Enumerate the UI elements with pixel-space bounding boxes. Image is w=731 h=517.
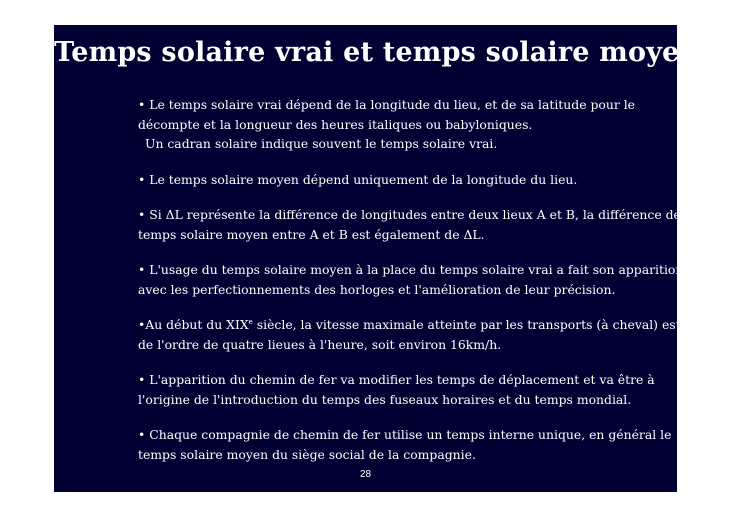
text-line: l'origine de l'introduction du temps des fuseaux horaires et du temps mondial. — [138, 391, 632, 407]
text-line: • Le temps solaire moyen dépend uniquement de la longitude du lieu. — [138, 171, 578, 187]
page-number: 28 — [359, 469, 372, 480]
text-segment: •Au début du XIX — [138, 317, 249, 332]
paragraph-railway-company — [138, 425, 672, 464]
text-line: avec les perfectionnements des horloges et l'amélioration de leur précision. — [138, 281, 616, 297]
superscript: e — [248, 317, 253, 326]
text-line: • Chaque compagnie de chemin de fer utilise un temps interne unique, en général le — [138, 427, 672, 442]
text-line: • L'apparition du chemin de fer va modifier les temps de déplacement et va être à — [138, 372, 655, 387]
paragraph-true-solar-time — [138, 95, 666, 154]
paragraph-railway — [138, 370, 666, 409]
paragraph-delta-longitude — [138, 205, 681, 244]
text-line: de l'ordre de quatre lieues à l'heure, soit environ 16km/h. — [138, 336, 502, 352]
text-line: • L'usage du temps solaire moyen à la place du temps solaire vrai a fait son apparition — [138, 262, 684, 277]
text-line: temps solaire moyen entre A et B est également de ΔL. — [138, 226, 485, 242]
text-line: Un cadran solaire indique souvent le temps solaire vrai. — [145, 136, 498, 151]
text-line: décompte et la longueur des heures italiques ou babyloniques. — [138, 116, 533, 132]
paragraph-mean-solar-time — [138, 170, 666, 190]
text-line — [138, 315, 681, 335]
text-segment: siècle, la vitesse maximale atteinte par les transports (à cheval) est — [252, 317, 681, 332]
text-line: • Si ΔL représente la différence de longitudes entre deux lieux A et B, la différence de — [138, 207, 681, 222]
text-line: • Le temps solaire vrai dépend de la longitude du lieu, et de sa latitude pour le — [138, 97, 635, 112]
slide-title: Temps solaire vrai et temps solaire moyen — [54, 37, 700, 68]
text-line: temps solaire moyen du siège social de la compagnie. — [138, 446, 476, 462]
slide-body — [138, 95, 684, 480]
paragraph-clock-precision — [138, 260, 684, 299]
paragraph-19th-century-transport — [138, 315, 681, 354]
slide — [54, 25, 700, 492]
